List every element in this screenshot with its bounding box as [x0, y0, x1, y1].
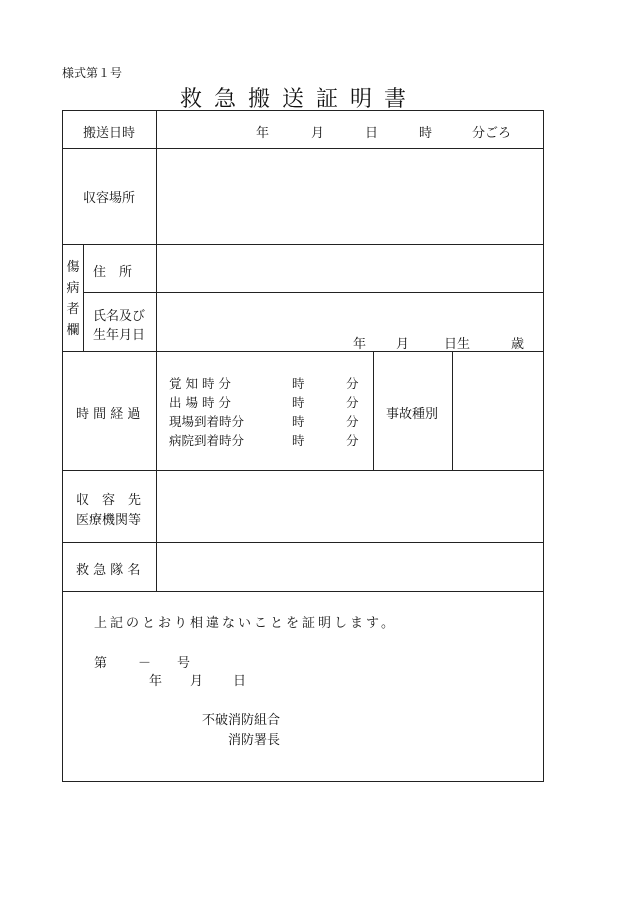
cert-year-unit: 年	[149, 674, 163, 689]
admission-place-label: 収容場所	[83, 191, 136, 206]
column-divider	[156, 111, 157, 591]
month-unit: 月	[311, 126, 325, 141]
hospital-arrival-minute-unit: 分	[346, 433, 359, 448]
row-divider	[63, 591, 544, 592]
row-divider	[63, 148, 544, 149]
row-divider	[63, 542, 544, 543]
name-label-line2: 生年月日	[93, 328, 146, 343]
cert-day-unit: 日	[233, 674, 247, 689]
column-divider	[83, 244, 84, 351]
age-unit: 歳	[511, 337, 525, 352]
year-unit: 年	[256, 126, 270, 141]
column-divider	[373, 351, 374, 470]
dispatch-time-label: 出 場 時 分	[169, 395, 231, 410]
ems-team-label: 救 急 隊 名	[76, 563, 141, 578]
cert-month-unit: 月	[190, 674, 204, 689]
patient-section-label: 傷 病 者 欄	[66, 260, 80, 338]
scene-arrival-time-label: 現場到着時分	[169, 414, 245, 429]
birth-year-unit: 年	[353, 337, 367, 352]
column-divider	[452, 351, 453, 470]
document-title: 救急搬送証明書	[180, 87, 419, 112]
cert-number-suffix: 号	[177, 656, 191, 671]
fire-chief-title: 消防署長	[228, 733, 281, 748]
awareness-time-label: 覚 知 時 分	[169, 376, 231, 391]
receiving-institution-label-line2: 医療機関等	[76, 513, 142, 528]
address-label: 住 所	[93, 265, 133, 280]
awareness-minute-unit: 分	[346, 376, 359, 391]
transport-datetime-label: 搬送日時	[83, 126, 136, 141]
row-divider	[63, 351, 544, 352]
certification-statement: 上記のとおり相違ないことを証明します。	[94, 616, 397, 631]
scene-arrival-minute-unit: 分	[346, 414, 359, 429]
minute-unit: 分ごろ	[472, 126, 512, 141]
hour-unit: 時	[419, 126, 433, 141]
receiving-institution-label-line1: 収 容 先	[76, 493, 142, 508]
form-number-label: 様式第１号	[62, 66, 123, 80]
row-divider	[63, 244, 544, 245]
time-course-label: 時 間 経 過	[76, 407, 141, 422]
cert-number-dash: －	[138, 656, 152, 671]
hospital-arrival-hour-unit: 時	[292, 433, 305, 448]
cert-number-prefix: 第	[94, 656, 108, 671]
row-divider	[83, 292, 544, 293]
birth-month-unit: 月	[396, 337, 410, 352]
scene-arrival-hour-unit: 時	[292, 414, 305, 429]
certificate-form-table	[62, 110, 544, 782]
name-label-line1: 氏名及び	[93, 309, 146, 324]
day-unit: 日	[365, 126, 379, 141]
birth-day-unit: 日生	[444, 337, 471, 352]
accident-type-label: 事故種別	[386, 407, 439, 422]
dispatch-minute-unit: 分	[346, 395, 359, 410]
row-divider	[63, 470, 544, 471]
dispatch-hour-unit: 時	[292, 395, 305, 410]
hospital-arrival-time-label: 病院到着時分	[169, 433, 245, 448]
fire-department-union-name: 不破消防組合	[202, 713, 281, 728]
awareness-hour-unit: 時	[292, 376, 305, 391]
